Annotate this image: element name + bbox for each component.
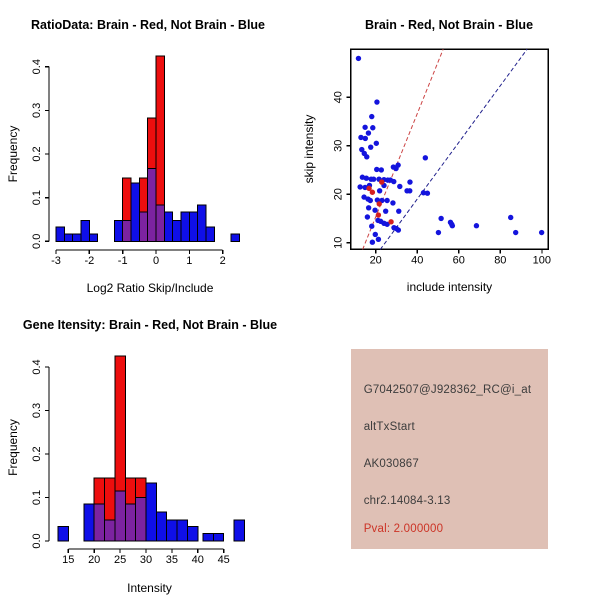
histogram-bar-overlap: [94, 504, 104, 541]
scatter-point-notbrain: [357, 184, 362, 189]
histogram-bar: [177, 520, 187, 541]
x-tick-label: -2: [84, 255, 95, 267]
scatter-xlabel: include intensity: [406, 280, 493, 294]
gene-hist-xlabel: Intensity: [127, 581, 172, 595]
y-tick-label: 10: [332, 236, 345, 249]
x-tick-label: 2: [219, 255, 226, 267]
scatter-point-notbrain: [364, 154, 369, 159]
scatter-point-notbrain: [450, 223, 455, 228]
scatter-point-notbrain: [391, 179, 396, 184]
x-tick-label: 100: [532, 254, 552, 267]
scatter-point-notbrain: [407, 188, 412, 193]
probe-id-text: G7042507@J928362_RC@i_at: [363, 384, 532, 397]
accession-text: AK030867: [363, 458, 420, 471]
histogram-bar: [84, 504, 94, 541]
histogram-bar-overlap: [136, 498, 146, 542]
scatter-point-notbrain: [407, 179, 412, 184]
x-tick-label: -1: [117, 255, 128, 267]
scatter-point-notbrain: [390, 200, 395, 205]
x-tick-label: -3: [51, 255, 61, 267]
histogram-bar: [114, 220, 122, 241]
histogram-bar-overlap: [123, 220, 131, 241]
gene-hist-title: Gene Itensity: Brain - Red, Not Brain - Blue: [22, 318, 278, 332]
scatter-plot-area: [333, 49, 551, 266]
histogram-bar: [203, 534, 213, 541]
histogram-bar: [164, 212, 172, 241]
event-type-text: altTxStart: [363, 421, 415, 434]
scatter-point-notbrain: [436, 230, 441, 235]
scatter-point-notbrain: [396, 227, 401, 232]
gene-hist-plot-area: [31, 356, 244, 566]
x-tick-label: 20: [369, 254, 382, 267]
y-tick-label: 0.1: [31, 190, 43, 206]
y-tick-label: 0.2: [31, 446, 43, 462]
histogram-bar-overlap: [148, 168, 156, 241]
histogram-bar-overlap: [156, 205, 164, 241]
scatter-point-notbrain: [383, 208, 388, 213]
histogram-bar: [198, 205, 206, 241]
histogram-bar: [156, 512, 166, 541]
scatter-point-brain: [370, 190, 375, 195]
scatter-point-notbrain: [474, 223, 479, 228]
x-tick-label: 15: [62, 554, 75, 566]
scatter-point-notbrain: [513, 230, 518, 235]
histogram-bar: [167, 520, 177, 541]
x-tick-label: 80: [494, 254, 507, 267]
scatter-point-notbrain: [397, 184, 402, 189]
histogram-bar-overlap: [115, 491, 125, 541]
scatter-point-brain: [379, 179, 384, 184]
gene-hist-ylabel: Frequency: [6, 419, 20, 476]
histogram-bar: [187, 527, 197, 541]
scatter-point-notbrain: [366, 205, 371, 210]
histogram-bar: [231, 234, 239, 241]
pval-text: Pval: 2.000000: [363, 523, 444, 536]
scatter-point-notbrain: [370, 125, 375, 130]
y-tick-label: 0.0: [31, 233, 43, 249]
histogram-bar-overlap: [105, 520, 115, 541]
histogram-bar: [181, 212, 189, 241]
ratio-hist-xlabel: Log2 Ratio Skip/Include: [86, 281, 214, 295]
histogram-bar: [189, 212, 197, 241]
notbrain-fit-line: [380, 49, 527, 249]
histogram-bar-overlap: [125, 504, 135, 541]
ratio-hist-ylabel: Frequency: [6, 125, 20, 183]
histogram-bar: [206, 227, 214, 241]
scatter-point-notbrain: [423, 155, 428, 160]
y-tick-label: 0.1: [31, 489, 43, 506]
x-tick-label: 25: [113, 554, 127, 566]
y-tick-label: 40: [332, 91, 345, 104]
histogram-bar: [213, 534, 223, 541]
scatter-point-brain: [377, 201, 382, 206]
ratio-hist-title: RatioData: Brain - Red, Not Brain - Blue: [30, 18, 266, 32]
histogram-bar: [131, 183, 139, 241]
scatter-point-notbrain: [363, 136, 368, 141]
scatter-point-notbrain: [373, 232, 378, 237]
y-tick-label: 0.2: [31, 146, 43, 162]
panel-gene-intensity-histogram: [0, 300, 300, 600]
y-tick-label: 0.4: [31, 59, 43, 75]
histogram-bar: [89, 234, 97, 241]
scatter-point-notbrain: [370, 240, 375, 245]
scatter-point-notbrain: [374, 99, 379, 104]
histogram-bar: [234, 520, 244, 541]
histogram-bar: [173, 220, 181, 241]
scatter-point-notbrain: [362, 125, 367, 130]
scatter-point-notbrain: [379, 167, 384, 172]
x-tick-label: 1: [186, 255, 193, 267]
scatter-point-notbrain: [364, 175, 369, 180]
scatter-point-notbrain: [365, 214, 370, 219]
scatter-point-notbrain: [372, 208, 377, 213]
x-tick-label: 60: [452, 254, 465, 267]
scatter-point-notbrain: [376, 237, 381, 242]
scatter-point-notbrain: [366, 130, 371, 135]
y-tick-label: 0.3: [31, 102, 43, 118]
scatter-title: Brain - Red, Not Brain - Blue: [364, 18, 534, 32]
scatter-point-notbrain: [508, 215, 513, 220]
scatter-point-notbrain: [438, 216, 443, 221]
scatter-point-notbrain: [384, 198, 389, 203]
histogram-bar: [146, 483, 156, 541]
scatter-point-notbrain: [374, 167, 379, 172]
x-tick-label: 35: [165, 554, 179, 566]
histogram-bar: [56, 227, 64, 241]
scatter-point-notbrain: [425, 191, 430, 196]
y-tick-label: 0.4: [31, 359, 43, 375]
x-tick-label: 30: [139, 554, 153, 566]
histogram-bar: [58, 527, 68, 541]
gene-info-panel: [351, 349, 549, 549]
scatter-point-brain: [376, 212, 381, 217]
scatter-ylabel: skip intensity: [302, 114, 316, 184]
y-tick-label: 30: [332, 139, 345, 152]
scatter-point-notbrain: [396, 208, 401, 213]
scatter-point-notbrain: [371, 176, 376, 181]
x-tick-label: 20: [88, 554, 101, 566]
brain-fit-line: [363, 49, 444, 249]
scatter-point-notbrain: [368, 198, 373, 203]
y-tick-label: 0.3: [31, 402, 43, 419]
scatter-point-notbrain: [393, 166, 398, 171]
scatter-point-notbrain: [368, 144, 373, 149]
histogram-bar-overlap: [139, 212, 147, 241]
scatter-point-notbrain: [369, 114, 374, 119]
y-tick-label: 20: [332, 188, 345, 201]
x-tick-label: 0: [152, 255, 160, 267]
y-tick-label: 0.0: [31, 533, 43, 549]
scatter-point-notbrain: [539, 230, 544, 235]
scatter-point-notbrain: [377, 188, 382, 193]
x-tick-label: 45: [217, 554, 230, 566]
scatter-point-notbrain: [356, 56, 361, 61]
histogram-bar: [73, 234, 81, 241]
scatter-point-notbrain: [374, 141, 379, 146]
locus-text: chr2.14084-3.13: [363, 495, 451, 508]
histogram-bar: [64, 234, 72, 241]
histogram-bar: [81, 220, 89, 241]
x-tick-label: 40: [411, 254, 424, 267]
panel-ratio-histogram: [0, 0, 300, 300]
panel-intensity-scatter: [300, 0, 600, 300]
ratio-hist-plot-area: [31, 56, 239, 267]
scatter-point-brain: [388, 219, 393, 224]
scatter-point-notbrain: [369, 224, 374, 229]
x-tick-label: 40: [191, 554, 204, 566]
